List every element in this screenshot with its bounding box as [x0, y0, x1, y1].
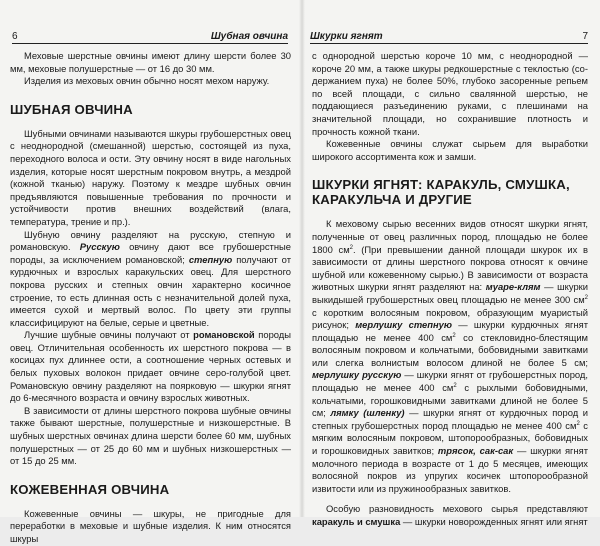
left-page-header — [12, 31, 288, 42]
right-header-rule — [310, 43, 588, 44]
heading-kozhevennaya-ovchina: КОЖЕВЕННАЯ ОВЧИНА — [10, 481, 170, 497]
term-merlushka-stepnaya: мерлушку степную — [355, 319, 452, 331]
term-russkaya: Русскую — [79, 241, 120, 253]
left-page-number: 6 — [12, 31, 18, 42]
term-tryasok: трясок, сак-сак — [437, 445, 514, 457]
left-intro-1: Меховые шерстные овчины имеют длину шерсти более 30 мм, меховые полушерстные — от 16 до 30 мм. — [10, 50, 291, 74]
right-paragraph-1: с однородной шерстью короче 10 мм, с неоднородной — короче 20 мм, а также шкуры редкошерстные с теклостью (со-держанием пуха) не более 50%, глубоко засоренные репьем по всей площади, с сильно свалянной шерстью, не поддающиеся разъединению руками, с плешинами на значительной площади, но сохранившие плотность и прочность кожной ткани. — [312, 50, 588, 137]
left-paragraph-3: Лучшие шубные овчины получают от романовской породы овец. Отличительная особенность их шерстного покрова — в косицах пух длиннее ости, а соотношение черных остевых и белых пуховых волокон придает овчине серо-голубой цвет. Романовскую овчину разделяют на поярковую — шкурки ягнят до 6-месячного возраста и овчину взрослых животных. — [10, 329, 291, 404]
heading-shkurki-yagnyat: ШКУРКИ ЯГНЯТ: КАРАКУЛЬ, СМУШКА, КАРАКУЛЬЧА И ДРУГИЕ — [312, 177, 570, 208]
right-page-number: 7 — [582, 31, 588, 42]
right-page-body — [312, 50, 588, 529]
heading-shubnaya-ovchina: ШУБНАЯ ОВЧИНА — [10, 101, 133, 117]
right-page-header — [310, 31, 588, 42]
left-paragraph-5: Кожевенные овчины — шкуры, не пригодные для переработки в меховые и шубные изделия. К ним относятся шкуры — [10, 507, 291, 544]
left-page-body — [10, 50, 291, 546]
left-paragraph-2: Шубную овчину разделяют на русскую, степную и романовскую. Русскую овчину дают все грубошерстные породы, за исключением романовской; степную получают от курдючных и взрослых каракульских овец. Для шерстного покрова русских и степных овчин характерно косичное строение, то есть длинная ость с незначительной долей пуха, имеется сухой и мертвый волос. По цвету эти группы классифицируют на белые, серые и цветные. — [10, 228, 291, 328]
left-header-rule — [12, 43, 288, 44]
term-romanovskaya: романовской — [193, 329, 255, 341]
right-page — [302, 0, 600, 527]
left-paragraph-4: В зависимости от длины шерстного покрова шубные овчины также бывают шерстные, полушерстные и низкошерстные. В шубных шерстных овчинах длина шерсти более 60 мм, шубных полушерстных — от 25 до 60 мм и шубных низкошерстных — от 15 до 25 мм. — [10, 404, 291, 467]
right-paragraph-4: Особую разновидность мехового сырья представляют каракуль и смушка — шкурки новорожденных ягнят или ягнят — [312, 503, 588, 527]
right-paragraph-3: К меховому сырью весенних видов относят шкурки ягнят, полученные от овец различных пород, площадью не более 1800 $см^2$. (При превышении данной площади шкурок их в зависимости от длины шерстного покрова относят к овчине шубной или кожевенному сырью.) В зависимости от возраста животных шкурки ягнят разделяют на: муаре-клям — шкурки выкидышей грубошерстных овец площадью не менее 300 $см^2$ с коротким волосяным покровом, образующим муаристый рисунок; мерлушку степную — шкурки курдючных ягнят площадью не менее 400 $см^2$ со стекловидно-блестящим волосяным покровом и кольчатыми, бобовидными завитками или слегка волнистым волосом длиной не более 5 см; мерлушку русскую — шкурки ягнят от грубошерстных пород, площадью не менее 400 $см^2$ с рыхлыми бобовидными, кольчатыми, горошковидными завитками длиной не более 5 см; лямку (шленку) — шкурки ягнят от курдючных пород и степных грубошерстных пород площадью не менее 400 $см^2$ с мягким волосяным покровом, штопорообразных, бобовидных и горошковидных завитков; трясок, сак-сак — шкурки ягнят молочного периода в возрасте от 1 до 5 месяцев, имеющих волосяной покров из упругих косичек штопорообразной извитости или из пружинообразных завитков. — [312, 218, 589, 494]
right-running-head: Шкурки ягнят — [310, 31, 383, 42]
right-paragraph-2: Кожевенные овчины служат сырьем для выработки широкого ассортимента кож и замши. — [312, 138, 588, 162]
term-muare-klyam: муаре-клям — [485, 281, 541, 293]
term-karakul-smushka: каракуль и смушка — [312, 516, 401, 527]
left-intro-2: Изделия из меховых овчин обычно носят мехом наружу. — [24, 75, 270, 87]
term-merlushka-russkaya: мерлушку русскую — [312, 369, 402, 381]
left-paragraph-1: Шубными овчинами называются шкуры грубошерстных овец с неоднородной (смешанной) шерстью, состоящей из пуха, переходного волоса и ости. Эту овчину носят в виде нагольных изделия, которые носят шерстным покровом внутрь, а мездрой (кожной тканью) наружу. Поэтому к мездре шубных овчин предъявляются повышенные требования по прочности и устойчивости против внешних воздействий (влага, температура, трение и пр.). — [10, 127, 291, 227]
left-running-head: Шубная овчина — [210, 31, 288, 42]
term-stepnaya: степную — [188, 253, 233, 265]
term-lyamka: лямку (шленку) — [330, 407, 405, 419]
